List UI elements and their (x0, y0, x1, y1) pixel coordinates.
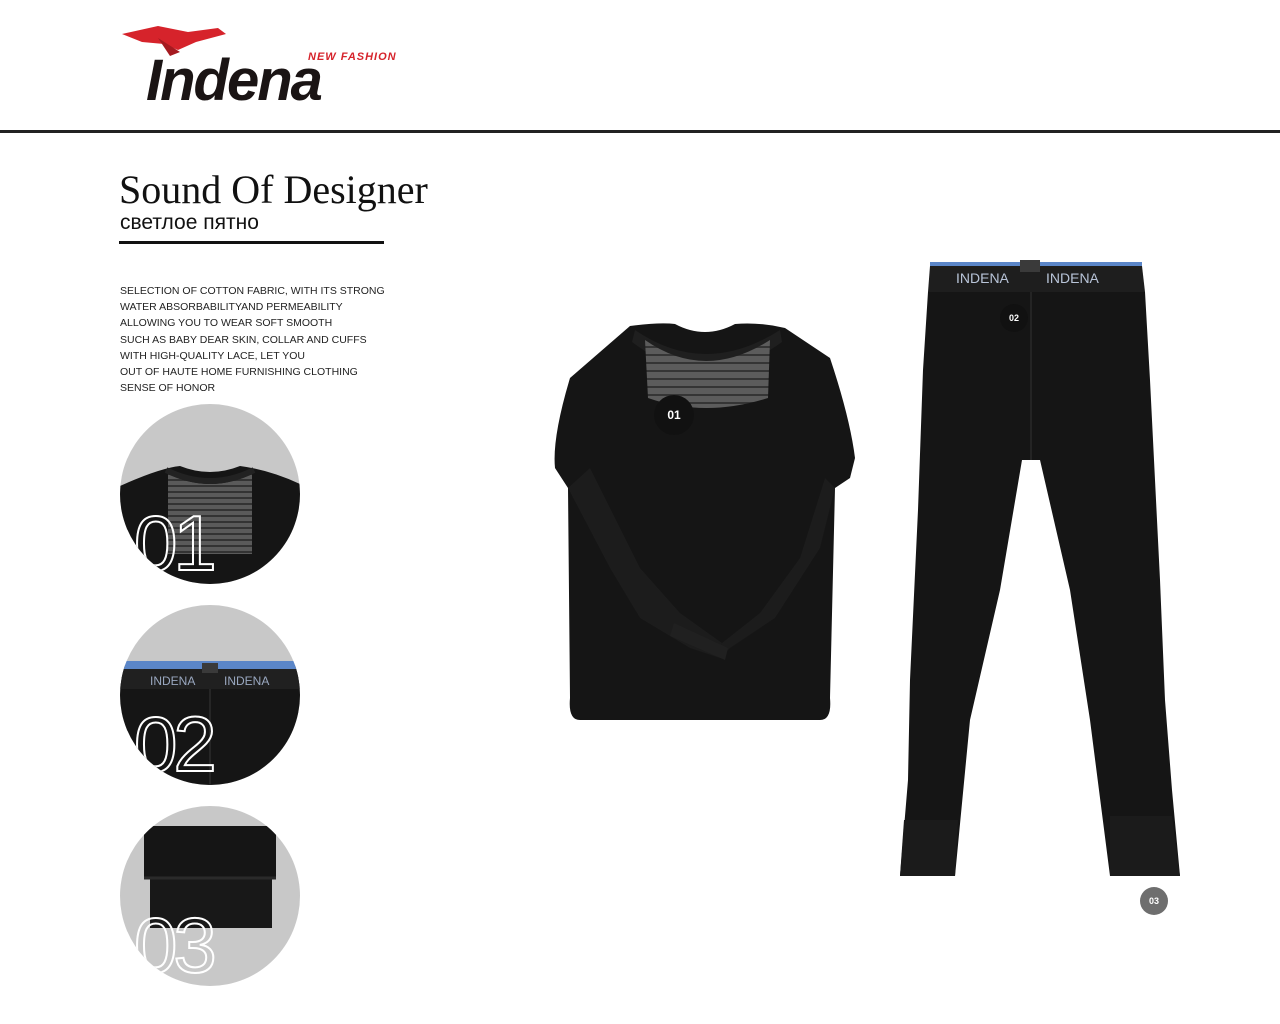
thermal-top-image (550, 318, 860, 723)
logo-wordmark: Indena (146, 48, 321, 113)
description-line: WITH HIGH-QUALITY LACE, LET YOU (120, 349, 305, 362)
description-line: SELECTION OF COTTON FABRIC, WITH ITS STRONG (120, 285, 385, 297)
title-underline (119, 241, 384, 244)
product-description (120, 283, 450, 396)
waistband-text: INDENA (150, 674, 196, 688)
waistband-text: INDENA (224, 674, 270, 688)
page-title: Sound Of Designer (119, 167, 428, 212)
brand-logo (118, 22, 398, 117)
detail-collar (120, 404, 300, 584)
header-divider (0, 130, 1280, 133)
detail-waistband (120, 605, 300, 785)
detail-cuff (120, 806, 300, 986)
detail-number: 02 (134, 700, 213, 785)
description-line: SENSE OF HONOR (120, 382, 216, 395)
waistband-text: INDENA (956, 270, 1009, 286)
waistband-text: INDENA (1046, 270, 1099, 286)
thermal-pants-image (890, 260, 1180, 880)
detail-number: 03 (134, 901, 213, 986)
description-line: SUCH AS BABY DEAR SKIN, COLLAR AND CUFFS (120, 333, 367, 346)
product-badge: 03 (1140, 887, 1168, 915)
description-line: OUT OF HAUTE HOME FURNISHING CLOTHING (120, 366, 358, 379)
description-line: WATER ABSORBABILITYAND PERMEABILITY (120, 301, 343, 314)
logo-tagline: NEW FASHION (308, 51, 397, 63)
page-subtitle: светлое пятно (120, 211, 259, 234)
product-badge: 01 (654, 395, 694, 435)
detail-number: 01 (134, 499, 213, 584)
product-badge: 02 (1000, 304, 1028, 332)
description-line: ALLOWING YOU TO WEAR SOFT SMOOTH (120, 317, 333, 330)
